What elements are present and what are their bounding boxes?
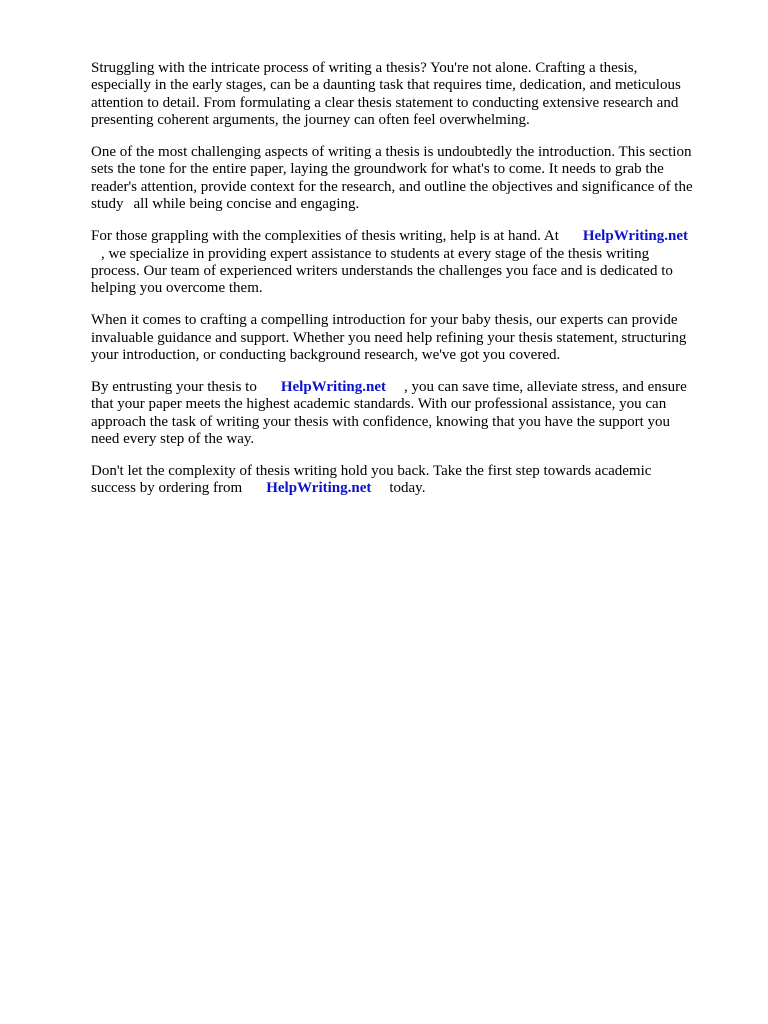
text-line: Struggling with the intricate process of writing a thesis? You're not alone. Crafting a thesis, [91,60,638,76]
text-fragment: By entrusting your thesis to [91,378,257,395]
text-line [91,379,721,396]
text-line: attention to detail. From formulating a clear thesis statement to conducting extensive research and [91,94,679,111]
paragraph-3 [91,228,721,298]
text-line: One of the most challenging aspects of writing a thesis is undoubtedly the introduction. This section [91,144,692,161]
paragraph-4 [91,312,721,364]
paragraph-2 [91,144,721,214]
text-line [91,196,721,213]
text-line: your introduction, or conducting background research, we've got you covered. [91,346,561,363]
text-line: process. Our team of experienced writers understands the challenges you face and is dedicated to [91,262,673,279]
text-fragment: study [91,196,124,213]
text-line: Don't let the complexity of thesis writing hold you back. Take the first step towards academic [91,462,652,479]
paragraph-5 [91,379,721,449]
text-line: reader's attention, provide context for the research, and outline the objectives and significance of the [91,178,693,195]
text-line [91,228,721,245]
text-line: invaluable guidance and support. Whether you need help refining your thesis statement, structuring [91,329,687,346]
helpwriting-link[interactable]: HelpWriting.net [582,228,688,245]
paragraph-6 [91,463,721,498]
text-line: especially in the early stages, can be a daunting task that requires time, dedication, and meticulous [91,77,681,94]
text-fragment: , we specialize in providing expert assistance to students at every stage of the thesis writing [101,245,650,262]
text-line: presenting coherent arguments, the journey can often feel overwhelming. [91,112,530,129]
text-fragment: For those grappling with the complexities of thesis writing, help is at hand. At [91,228,559,245]
text-fragment: success by ordering from [91,480,243,497]
text-line: that your paper meets the highest academic standards. With our professional assistance, you can [91,396,667,413]
document-body [91,60,721,512]
text-fragment: , you can save time, alleviate stress, and ensure [403,378,687,395]
text-line [91,246,721,263]
paragraph-1 [91,60,721,130]
text-line [91,480,721,497]
text-fragment: today. [389,480,426,497]
text-line: approach the task of writing your thesis with confidence, knowing that you have the support you [91,413,671,430]
helpwriting-link[interactable]: HelpWriting.net [266,480,372,497]
text-line: helping you overcome them. [91,280,263,297]
text-line: need every step of the way. [91,431,255,448]
text-fragment: all while being concise and engaging. [133,196,360,213]
text-line: When it comes to crafting a compelling introduction for your baby thesis, our experts can provide [91,312,678,329]
text-line: sets the tone for the entire paper, laying the groundwork for what's to come. It needs to grab the [91,161,664,178]
helpwriting-link[interactable]: HelpWriting.net [280,378,386,395]
